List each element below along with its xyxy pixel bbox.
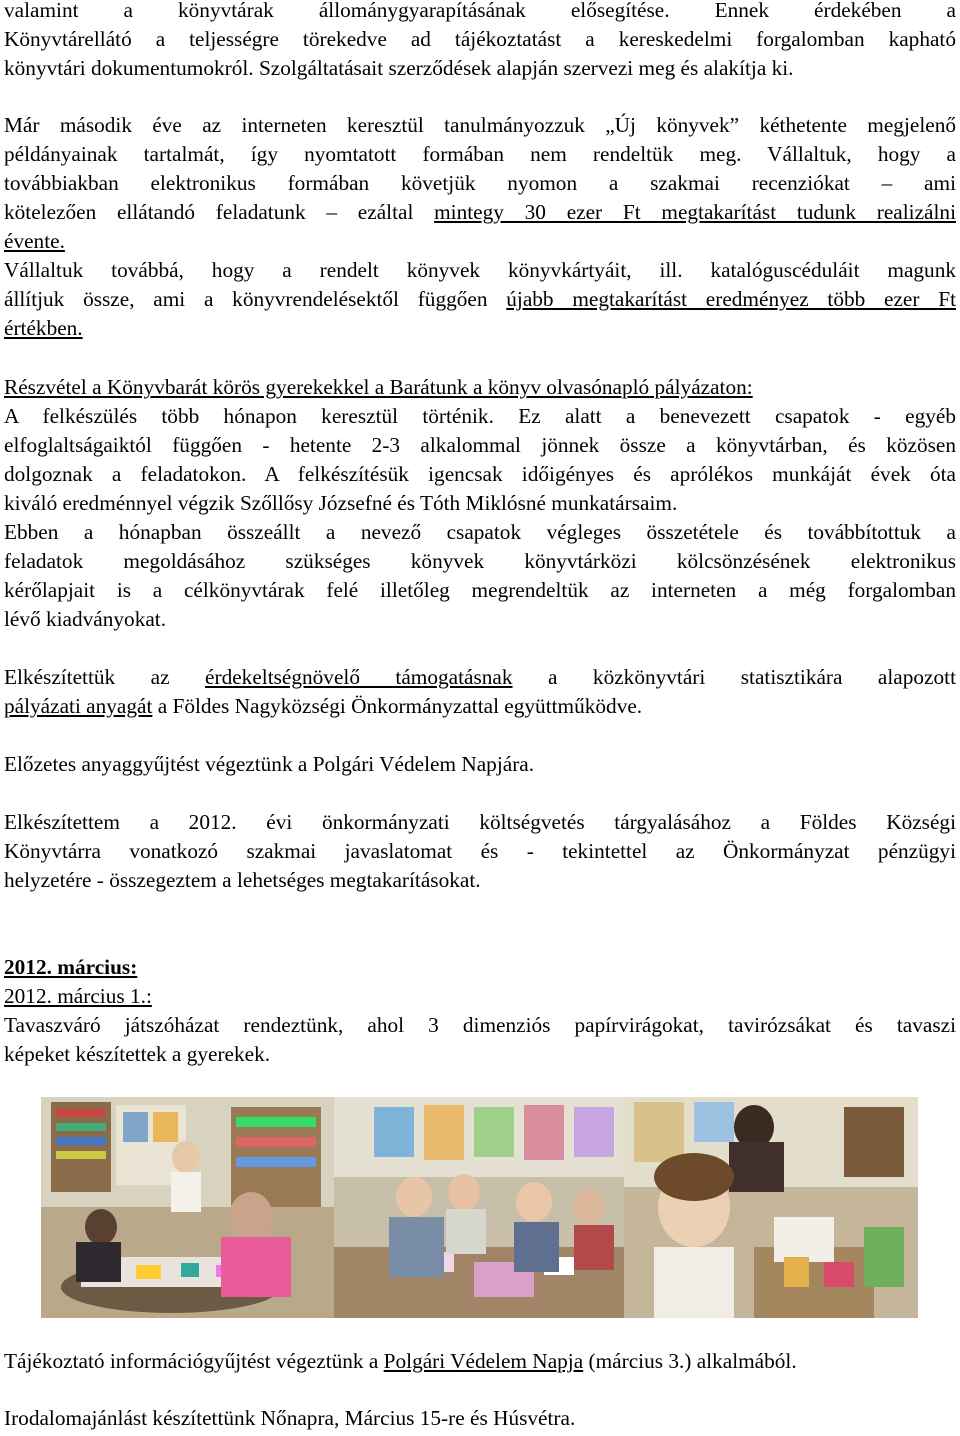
savings-underlined-text: mintegy 30 ezer Ft megtakarítást tudunk realizálni	[434, 200, 956, 224]
savings-underlined-text: újabb megtakarítást eredményez több ezer Ft	[506, 287, 956, 311]
text-line: valamint a könyvtárak állománygyarapításának elősegítése. Ennek érdekében a	[4, 0, 956, 22]
text-line: kiváló eredménnyel végzik Szőllősy Józsefné és Tóth Miklósné munkatársaim.	[4, 491, 678, 515]
text-span: Tájékoztató információgyűjtést végeztünk a	[4, 1349, 384, 1373]
savings-underlined-text: értékben.	[4, 316, 83, 340]
text-line	[4, 314, 956, 343]
text-line: Előzetes anyaggyűjtést végeztünk a Polgári Védelem Napjára.	[4, 752, 535, 776]
paragraph-polgari-vedelem	[4, 1347, 956, 1376]
section-heading: Részvétel a Könyvbarát körös gyerekekkel a Barátunk a könyv olvasónapló pályázaton:	[4, 375, 753, 399]
text-line: lévő kiadványokat.	[4, 607, 167, 631]
month-section	[4, 953, 956, 1010]
text-line	[4, 227, 956, 256]
photo-smiling-girl-image	[624, 1097, 918, 1318]
text-line: elfoglaltságaiktól függően - hetente 2-3 alkalommal jönnek össze a könyvtárban, és közösen	[4, 433, 956, 457]
day-heading: 2012. március 1.:	[4, 984, 152, 1008]
text-span: a közkönyvtári statisztikára alapozott	[512, 665, 956, 689]
photo-craft-room	[41, 1097, 334, 1318]
photo-children-table-image	[334, 1097, 624, 1318]
text-line: Irodalomajánlást készítettünk Nőnapra, Március 15-re és Húsvétra.	[4, 1406, 576, 1430]
photo-smiling-girl	[624, 1097, 918, 1318]
text-span: a Földes Nagyközségi Önkormányzattal együttműködve.	[152, 694, 643, 718]
text-line: A felkészülés több hónapon keresztül történik. Ez alatt a benevezett csapatok - egyéb	[4, 404, 956, 428]
text-line: dolgoznak a feladatokon. A felkészítésük igencsak időigényes és aprólékos munkáját évek óta	[4, 462, 956, 486]
text-line: könyvtári dokumentumokról. Szolgáltatásait szerződések alapján szervezi meg és alakítja ki.	[4, 56, 794, 80]
paragraph-koltsegvetes	[4, 808, 956, 895]
paragraph-konyvbarat-palyazat	[4, 373, 956, 634]
photo-craft-room-image	[41, 1097, 334, 1318]
text-line	[4, 198, 956, 227]
month-heading: 2012. március:	[4, 955, 138, 979]
text-line: Tavaszváró játszóházat rendeztünk, ahol 3 dimenziós papírvirágokat, tavirózsákat és tavaszi	[4, 1013, 956, 1037]
text-line: Már második éve az interneten keresztül tanulmányozzuk „Új könyvek” kéthetente megjelenő	[4, 113, 956, 137]
savings-underlined-text: évente.	[4, 229, 65, 253]
text-line	[4, 663, 956, 692]
paragraph-tavaszvaro	[4, 1011, 956, 1069]
underlined-text: pályázati anyagát	[4, 694, 153, 718]
text-span: kötelezően ellátandó feladatunk – ezáltal	[4, 200, 435, 224]
text-line: képeket készítettek a gyerekek.	[4, 1042, 271, 1066]
text-line: feladatok megoldásához szükséges könyvek könyvtárközi kölcsönzésének elektronikus	[4, 549, 956, 573]
text-line: Vállaltuk továbbá, hogy a rendelt könyvek könyvkártyáit, ill. katalóguscéduláit magunk	[4, 258, 956, 282]
text-line: helyzetére - összegeztem a lehetséges megtakarításokat.	[4, 868, 481, 892]
text-line: Ebben a hónapban összeállt a nevező csapatok végleges összetétele és továbbítottuk a	[4, 520, 956, 544]
paragraph-erdekeltsegnovelo	[4, 663, 956, 721]
text-line	[4, 285, 956, 314]
text-line: kérőlapjait is a célkönyvtárak felé illetőleg megrendeltük az interneten a még forgalomban	[4, 578, 956, 602]
photo-strip	[41, 1097, 918, 1318]
paragraph-konyvtarellato	[4, 0, 956, 83]
text-line: továbbiakban elektronikus formában követjük nyomon a szakmai recenziókat – ami	[4, 171, 956, 195]
text-span: (március 3.) alkalmából.	[583, 1349, 797, 1373]
paragraph-uj-konyvek	[4, 111, 956, 343]
photo-children-table	[334, 1097, 624, 1318]
underlined-text: érdekeltségnövelő támogatásnak	[205, 665, 513, 689]
paragraph-anyaggyujtes	[4, 750, 956, 779]
text-line: példányainak tartalmát, így nyomtatott formában nem rendeltük meg. Vállaltuk, hogy a	[4, 142, 956, 166]
text-line	[4, 692, 956, 721]
text-span: állítjuk össze, ami a könyvrendelésektől függően	[4, 287, 507, 311]
text-line: Könyvtárellátó a teljességre törekedve ad tájékoztatást a kereskedelmi forgalomban kapható	[4, 27, 956, 51]
text-line: Könyvtárra vonatkozó szakmai javaslatomat és - tekintettel az Önkormányzat pénzügyi	[4, 839, 956, 863]
paragraph-irodalomajanlas	[4, 1404, 956, 1433]
text-line: Elkészítettem a 2012. évi önkormányzati költségvetés tárgyalásához a Földes Községi	[4, 810, 956, 834]
text-span: Elkészítettük az	[4, 665, 206, 689]
text-line	[4, 1347, 956, 1376]
underlined-text: Polgári Védelem Napja	[383, 1349, 584, 1373]
